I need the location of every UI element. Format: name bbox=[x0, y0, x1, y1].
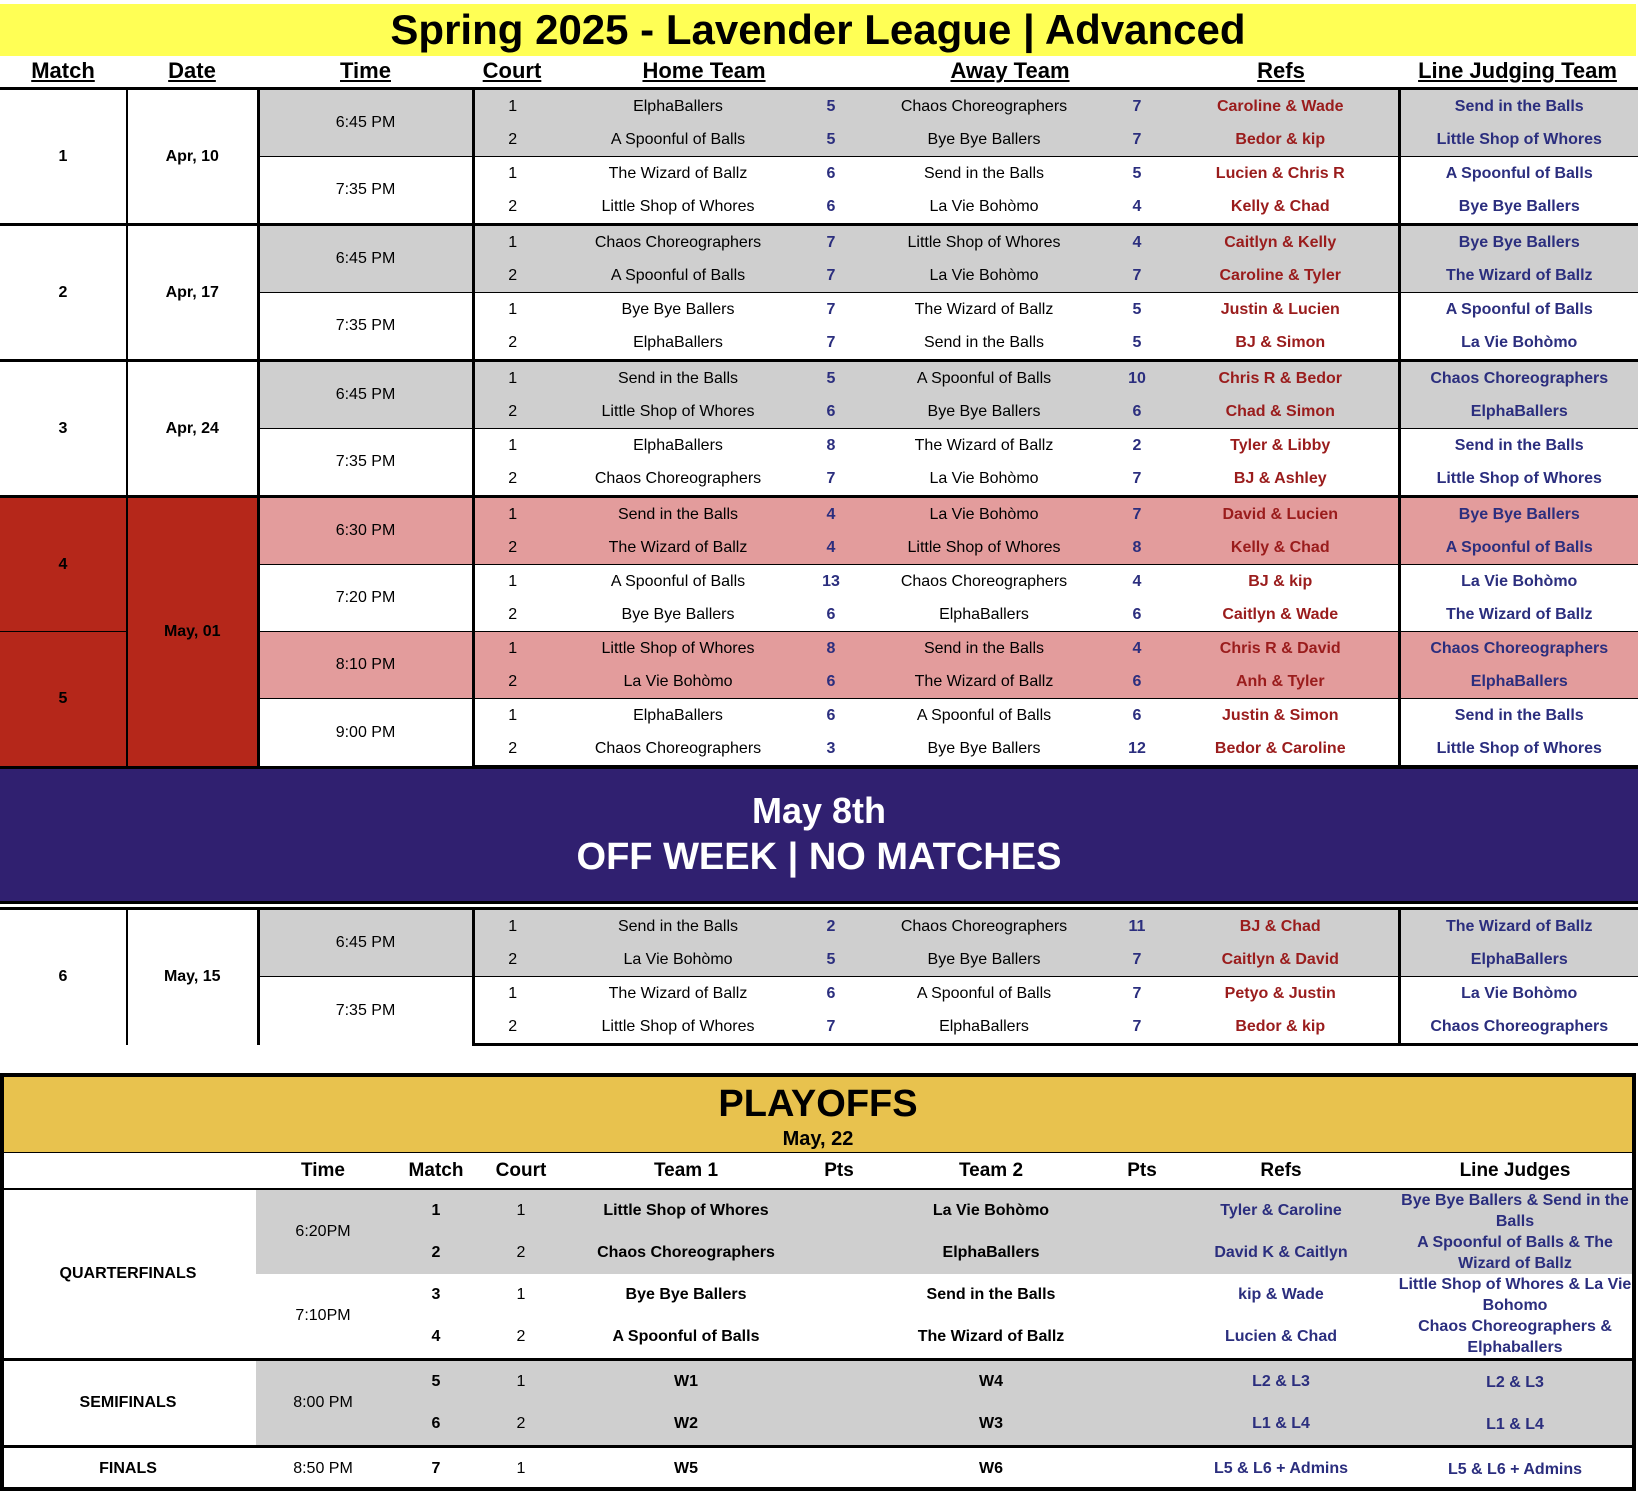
away-score: 6 bbox=[1111, 699, 1163, 733]
playoffs-table bbox=[0, 1153, 1636, 1490]
court-number: 1 bbox=[473, 497, 551, 532]
playoff-team2: The Wizard of Ballz bbox=[917, 1328, 1065, 1345]
away-score: 12 bbox=[1111, 732, 1163, 767]
playoff-stage: FINALS bbox=[0, 1447, 256, 1491]
refs: BJ & Ashley bbox=[1163, 462, 1399, 497]
playoff-refs: Tyler & Caroline bbox=[1168, 1189, 1394, 1232]
home-score: 7 bbox=[805, 259, 857, 293]
away-score: 7 bbox=[1132, 469, 1142, 487]
away-score: 7 bbox=[1111, 943, 1163, 977]
playoff-row bbox=[0, 1360, 1636, 1404]
away-team: Little Shop of Whores bbox=[857, 531, 1111, 565]
refs: BJ & Simon bbox=[1163, 326, 1399, 361]
playoff-pts1 bbox=[812, 1189, 866, 1232]
court-number: 2 bbox=[473, 943, 551, 977]
match-number: 5 bbox=[0, 632, 127, 767]
away-score: 7 bbox=[1111, 123, 1163, 157]
line-judging-team: The Wizard of Ballz bbox=[1399, 909, 1638, 944]
home-score: 6 bbox=[805, 977, 857, 1011]
match-date: May, 01 bbox=[127, 497, 258, 767]
home-score: 7 bbox=[826, 469, 836, 487]
away-team: The Wizard of Ballz bbox=[857, 293, 1111, 327]
time-slot: 6:45 PM bbox=[258, 909, 473, 977]
away-score: 4 bbox=[1111, 225, 1163, 260]
playoff-team1: Chaos Choreographers bbox=[560, 1232, 812, 1274]
home-team: Little Shop of Whores bbox=[551, 632, 805, 666]
playoff-time: 6:20PM bbox=[256, 1189, 390, 1274]
home-team: A Spoonful of Balls bbox=[551, 259, 805, 293]
playoff-court: 1 bbox=[482, 1189, 560, 1232]
playoff-court: 1 bbox=[482, 1447, 560, 1491]
away-team: Chaos Choreographers bbox=[857, 89, 1111, 124]
header-line-judging-team: Line Judging Team bbox=[1418, 58, 1617, 83]
playoff-pts1 bbox=[812, 1316, 866, 1360]
home-team: Chaos Choreographers bbox=[551, 225, 805, 260]
refs: Chad & Simon bbox=[1163, 395, 1399, 429]
away-team: Send in the Balls bbox=[923, 333, 1045, 351]
away-team: ElphaBallers bbox=[857, 1010, 1111, 1045]
home-score: 5 bbox=[805, 361, 857, 396]
refs: Caitlyn & Wade bbox=[1163, 598, 1399, 632]
home-score: 8 bbox=[805, 632, 857, 666]
sheet-title bbox=[0, 4, 1636, 56]
home-team: Bye Bye Ballers bbox=[551, 293, 805, 327]
court-number: 2 bbox=[473, 1010, 551, 1045]
time-slot: 6:45 PM bbox=[258, 89, 473, 157]
home-team: Chaos Choreographers bbox=[551, 732, 805, 767]
playoff-team2: W6 bbox=[866, 1447, 1116, 1491]
time-slot: 8:10 PM bbox=[258, 632, 473, 699]
court-number: 1 bbox=[473, 565, 551, 599]
playoff-match-number: 7 bbox=[390, 1447, 482, 1491]
playoff-line-judges: Bye Bye Ballers & Send in the Balls bbox=[1394, 1189, 1636, 1232]
playoff-pts1 bbox=[812, 1232, 866, 1274]
home-team: ElphaBallers bbox=[551, 89, 805, 124]
away-score: 6 bbox=[1111, 395, 1163, 429]
playoff-line-judges: L1 & L4 bbox=[1394, 1403, 1636, 1447]
refs: Tyler & Libby bbox=[1163, 429, 1399, 463]
court-number: 1 bbox=[473, 293, 551, 327]
header-home-team: Home Team bbox=[642, 58, 766, 83]
court-number: 1 bbox=[473, 429, 551, 463]
home-score: 6 bbox=[826, 197, 836, 215]
playoff-court: 2 bbox=[516, 1328, 526, 1345]
playoff-line-judges: L2 & L3 bbox=[1394, 1360, 1636, 1404]
time-slot: 6:45 PM bbox=[258, 225, 473, 293]
schedule-table bbox=[0, 87, 1638, 768]
line-judging-team: Little Shop of Whores bbox=[1399, 732, 1638, 767]
away-team: A Spoonful of Balls bbox=[857, 977, 1111, 1011]
time-slot: 7:35 PM bbox=[258, 977, 473, 1045]
playoffs-date: May, 22 bbox=[782, 1128, 854, 1150]
refs: BJ & kip bbox=[1163, 565, 1399, 599]
schedule-row bbox=[0, 361, 1638, 396]
time-slot: 7:20 PM bbox=[258, 565, 473, 632]
line-judging-team: ElphaBallers bbox=[1399, 943, 1638, 977]
playoff-pts2 bbox=[1116, 1360, 1168, 1404]
playoff-pts2 bbox=[1116, 1232, 1168, 1274]
playoff-line-judges: A Spoonful of Balls & The Wizard of Ballz bbox=[1394, 1232, 1636, 1274]
time-slot: 7:35 PM bbox=[258, 157, 473, 225]
playoff-pts1 bbox=[812, 1447, 866, 1491]
home-team: Send in the Balls bbox=[551, 361, 805, 396]
playoff-team2: La Vie Bohòmo bbox=[866, 1189, 1116, 1232]
header-away-team: Away Team bbox=[950, 58, 1070, 83]
playoff-match-number: 4 bbox=[431, 1328, 441, 1345]
po-header-court: Court bbox=[482, 1153, 560, 1189]
match-number: 6 bbox=[0, 909, 127, 1045]
off-week-date: May 8th bbox=[751, 790, 887, 831]
away-score: 4 bbox=[1132, 197, 1142, 215]
home-team: La Vie Bohòmo bbox=[551, 943, 805, 977]
po-header-team1: Team 1 bbox=[560, 1153, 812, 1189]
home-score: 8 bbox=[805, 429, 857, 463]
home-team: Little Shop of Whores bbox=[551, 1010, 805, 1045]
header-time: Time bbox=[340, 58, 391, 83]
away-score: 5 bbox=[1111, 157, 1163, 191]
refs: Justin & Simon bbox=[1163, 699, 1399, 733]
time-slot: 9:00 PM bbox=[258, 699, 473, 767]
po-header-line-judges: Line Judges bbox=[1394, 1153, 1636, 1189]
line-judging-team: Send in the Balls bbox=[1399, 699, 1638, 733]
match-date: May, 15 bbox=[127, 909, 258, 1045]
playoff-team1: W2 bbox=[560, 1403, 812, 1447]
court-number: 1 bbox=[473, 157, 551, 191]
playoff-pts2 bbox=[1116, 1274, 1168, 1316]
playoff-court: 1 bbox=[482, 1360, 560, 1404]
playoff-pts2 bbox=[1116, 1189, 1168, 1232]
line-judging-team: La Vie Bohòmo bbox=[1399, 977, 1638, 1011]
schedule-row bbox=[0, 225, 1638, 260]
playoff-stage: QUARTERFINALS bbox=[59, 1265, 197, 1282]
refs: Lucien & Chris R bbox=[1163, 157, 1399, 191]
line-judging-team: Bye Bye Ballers bbox=[1399, 225, 1638, 260]
away-team: Send in the Balls bbox=[857, 157, 1111, 191]
away-team: ElphaBallers bbox=[939, 605, 1029, 623]
refs: Caitlyn & Kelly bbox=[1163, 225, 1399, 260]
line-judging-team: Bye Bye Ballers bbox=[1399, 497, 1638, 532]
time-slot: 6:30 PM bbox=[258, 497, 473, 565]
match-date: Apr, 24 bbox=[127, 361, 258, 497]
time-slot: 6:45 PM bbox=[258, 361, 473, 429]
playoff-row bbox=[0, 1447, 1636, 1491]
po-header-team2: Team 2 bbox=[866, 1153, 1116, 1189]
refs: Chris R & Bedor bbox=[1163, 361, 1399, 396]
away-team: Bye Bye Ballers bbox=[857, 943, 1111, 977]
home-score: 6 bbox=[805, 157, 857, 191]
off-week-text: OFF WEEK | NO MATCHES bbox=[576, 836, 1062, 878]
away-score: 7 bbox=[1111, 977, 1163, 1011]
playoff-refs: L1 & L4 bbox=[1168, 1403, 1394, 1447]
header-date: Date bbox=[168, 58, 216, 83]
playoff-match-number: 2 bbox=[390, 1232, 482, 1274]
header-match: Match bbox=[31, 58, 95, 83]
po-header-pts2: Pts bbox=[1116, 1153, 1168, 1189]
line-judging-team: Chaos Choreographers bbox=[1399, 1010, 1638, 1045]
playoff-line-judges: Chaos Choreographers & Elphaballers bbox=[1418, 1318, 1612, 1356]
refs: Bedor & kip bbox=[1163, 123, 1399, 157]
playoff-row bbox=[0, 1189, 1636, 1232]
away-score: 6 bbox=[1111, 665, 1163, 699]
home-team: ElphaBallers bbox=[551, 429, 805, 463]
home-team: The Wizard of Ballz bbox=[551, 977, 805, 1011]
away-team: The Wizard of Ballz bbox=[857, 429, 1111, 463]
refs: Chris R & David bbox=[1163, 632, 1399, 666]
match-number: 3 bbox=[0, 361, 127, 497]
court-number: 2 bbox=[473, 259, 551, 293]
playoff-pts1 bbox=[812, 1274, 866, 1316]
court-number: 1 bbox=[473, 909, 551, 944]
line-judging-team: La Vie Bohòmo bbox=[1399, 565, 1638, 599]
home-score: 4 bbox=[805, 497, 857, 532]
home-team: Little Shop of Whores bbox=[601, 197, 755, 215]
home-team: A Spoonful of Balls bbox=[551, 123, 805, 157]
court-number: 1 bbox=[473, 632, 551, 666]
playoff-stage: SEMIFINALS bbox=[0, 1360, 256, 1447]
playoff-match-number: 5 bbox=[390, 1360, 482, 1404]
playoff-refs: L5 & L6 + Admins bbox=[1168, 1447, 1394, 1491]
schedule-row bbox=[0, 89, 1638, 124]
home-score: 7 bbox=[805, 1010, 857, 1045]
playoff-line-judges: L5 & L6 + Admins bbox=[1394, 1447, 1636, 1491]
home-team: ElphaBallers bbox=[633, 333, 723, 351]
away-team: Little Shop of Whores bbox=[857, 225, 1111, 260]
court-number: 2 bbox=[508, 469, 518, 487]
line-judging-team: Bye Bye Ballers bbox=[1399, 190, 1638, 225]
playoff-pts2 bbox=[1116, 1403, 1168, 1447]
away-score: 4 bbox=[1111, 632, 1163, 666]
po-header-time: Time bbox=[256, 1153, 390, 1189]
refs: David & Lucien bbox=[1163, 497, 1399, 532]
playoff-refs: L2 & L3 bbox=[1168, 1360, 1394, 1404]
court-number: 1 bbox=[473, 225, 551, 260]
playoff-team1: Little Shop of Whores bbox=[560, 1189, 812, 1232]
away-score: 7 bbox=[1111, 497, 1163, 532]
court-number: 1 bbox=[473, 89, 551, 124]
playoff-pts2 bbox=[1116, 1447, 1168, 1491]
line-judging-team: Little Shop of Whores bbox=[1399, 462, 1638, 497]
home-team: A Spoonful of Balls bbox=[551, 565, 805, 599]
time-slot: 7:35 PM bbox=[258, 293, 473, 361]
home-score: 5 bbox=[805, 89, 857, 124]
home-score: 7 bbox=[805, 293, 857, 327]
match-number: 2 bbox=[0, 225, 127, 361]
schedule-row bbox=[0, 909, 1638, 944]
court-number: 2 bbox=[508, 333, 518, 351]
line-judging-team: Send in the Balls bbox=[1399, 89, 1638, 124]
playoffs-header bbox=[0, 1073, 1636, 1153]
away-team: Bye Bye Ballers bbox=[857, 395, 1111, 429]
refs: Bedor & kip bbox=[1163, 1010, 1399, 1045]
away-team: Bye Bye Ballers bbox=[857, 123, 1111, 157]
line-judging-team: Send in the Balls bbox=[1399, 429, 1638, 463]
playoff-time: 7:10PM bbox=[295, 1307, 351, 1324]
court-number: 1 bbox=[473, 699, 551, 733]
match-date: Apr, 10 bbox=[127, 89, 258, 225]
away-score: 11 bbox=[1111, 909, 1163, 944]
away-score: 2 bbox=[1111, 429, 1163, 463]
playoffs-title: PLAYOFFS bbox=[718, 1083, 918, 1125]
playoff-refs: David K & Caitlyn bbox=[1168, 1232, 1394, 1274]
line-judging-team: ElphaBallers bbox=[1399, 665, 1638, 699]
home-team: Bye Bye Ballers bbox=[621, 605, 735, 623]
away-team: Send in the Balls bbox=[857, 632, 1111, 666]
home-team: Chaos Choreographers bbox=[594, 469, 762, 487]
refs: Bedor & Caroline bbox=[1163, 732, 1399, 767]
away-team: La Vie Bohòmo bbox=[929, 197, 1039, 215]
line-judging-team: The Wizard of Ballz bbox=[1399, 259, 1638, 293]
court-number: 1 bbox=[473, 361, 551, 396]
away-team: A Spoonful of Balls bbox=[857, 699, 1111, 733]
away-team: Bye Bye Ballers bbox=[857, 732, 1111, 767]
court-number: 2 bbox=[473, 665, 551, 699]
time-slot: 7:35 PM bbox=[258, 429, 473, 497]
line-judging-team: A Spoonful of Balls bbox=[1399, 531, 1638, 565]
away-team: La Vie Bohòmo bbox=[857, 259, 1111, 293]
playoff-team2: Send in the Balls bbox=[926, 1286, 1056, 1303]
home-score: 3 bbox=[805, 732, 857, 767]
playoff-pts1 bbox=[812, 1360, 866, 1404]
line-judging-team: La Vie Bohòmo bbox=[1399, 326, 1638, 361]
away-team: The Wizard of Ballz bbox=[857, 665, 1111, 699]
away-score: 5 bbox=[1132, 333, 1142, 351]
match-date: Apr, 17 bbox=[127, 225, 258, 361]
home-score: 13 bbox=[805, 565, 857, 599]
po-header-pts1: Pts bbox=[812, 1153, 866, 1189]
playoff-team2: ElphaBallers bbox=[866, 1232, 1116, 1274]
away-team: La Vie Bohòmo bbox=[929, 469, 1039, 487]
line-judging-team: A Spoonful of Balls bbox=[1399, 293, 1638, 327]
refs: Caitlyn & David bbox=[1163, 943, 1399, 977]
playoff-pts1 bbox=[812, 1403, 866, 1447]
court-number: 2 bbox=[473, 531, 551, 565]
home-team: Little Shop of Whores bbox=[551, 395, 805, 429]
line-judging-team: ElphaBallers bbox=[1399, 395, 1638, 429]
refs: Kelly & Chad bbox=[1163, 190, 1399, 225]
away-score: 10 bbox=[1111, 361, 1163, 396]
away-score: 7 bbox=[1111, 259, 1163, 293]
playoff-time: 8:50 PM bbox=[256, 1447, 390, 1491]
home-score: 2 bbox=[805, 909, 857, 944]
refs: Petyo & Justin bbox=[1163, 977, 1399, 1011]
away-team: Chaos Choreographers bbox=[857, 909, 1111, 944]
away-score: 7 bbox=[1111, 89, 1163, 124]
playoff-team1: A Spoonful of Balls bbox=[612, 1328, 760, 1345]
playoff-team1: W5 bbox=[560, 1447, 812, 1491]
home-team: Send in the Balls bbox=[551, 909, 805, 944]
schedule-row bbox=[0, 497, 1638, 532]
home-team: The Wizard of Ballz bbox=[551, 157, 805, 191]
away-team: A Spoonful of Balls bbox=[857, 361, 1111, 396]
playoff-refs: Lucien & Chad bbox=[1224, 1328, 1337, 1345]
home-score: 6 bbox=[826, 605, 836, 623]
away-score: 7 bbox=[1111, 1010, 1163, 1045]
home-score: 6 bbox=[805, 699, 857, 733]
away-score: 8 bbox=[1111, 531, 1163, 565]
match-number: 4 bbox=[0, 497, 127, 632]
playoff-refs: kip & Wade bbox=[1238, 1286, 1324, 1303]
off-week-banner bbox=[0, 766, 1638, 904]
away-team: La Vie Bohòmo bbox=[857, 497, 1111, 532]
playoff-match-number: 1 bbox=[390, 1189, 482, 1232]
home-score: 6 bbox=[805, 665, 857, 699]
playoff-court: 2 bbox=[482, 1232, 560, 1274]
playoff-match-number: 6 bbox=[390, 1403, 482, 1447]
home-score: 6 bbox=[805, 395, 857, 429]
home-score: 5 bbox=[805, 123, 857, 157]
home-team: The Wizard of Ballz bbox=[551, 531, 805, 565]
court-number: 2 bbox=[473, 123, 551, 157]
home-score: 4 bbox=[805, 531, 857, 565]
home-team: Send in the Balls bbox=[551, 497, 805, 532]
playoff-line-judges: Little Shop of Whores & La Vie Bohomo bbox=[1398, 1276, 1632, 1314]
line-judging-team: Chaos Choreographers bbox=[1399, 361, 1638, 396]
playoff-team2: W3 bbox=[866, 1403, 1116, 1447]
home-score: 5 bbox=[805, 943, 857, 977]
home-score: 7 bbox=[826, 333, 836, 351]
playoff-time: 8:00 PM bbox=[256, 1360, 390, 1447]
away-score: 6 bbox=[1132, 605, 1142, 623]
court-number: 2 bbox=[508, 605, 518, 623]
playoff-match-number: 3 bbox=[431, 1286, 441, 1303]
court-number: 1 bbox=[473, 977, 551, 1011]
refs: Caroline & Tyler bbox=[1163, 259, 1399, 293]
playoff-pts2 bbox=[1116, 1316, 1168, 1360]
po-header-match: Match bbox=[390, 1153, 482, 1189]
line-judging-team: A Spoonful of Balls bbox=[1399, 157, 1638, 191]
court-number: 2 bbox=[508, 197, 518, 215]
refs: Kelly & Chad bbox=[1163, 531, 1399, 565]
refs: Justin & Lucien bbox=[1163, 293, 1399, 327]
refs: Anh & Tyler bbox=[1163, 665, 1399, 699]
line-judging-team: Little Shop of Whores bbox=[1399, 123, 1638, 157]
playoff-team1: W1 bbox=[560, 1360, 812, 1404]
po-header-blank bbox=[0, 1153, 256, 1189]
header-court: Court bbox=[482, 58, 542, 83]
playoff-court: 2 bbox=[482, 1403, 560, 1447]
refs: Caroline & Wade bbox=[1163, 89, 1399, 124]
playoff-team1: Bye Bye Ballers bbox=[625, 1286, 747, 1303]
court-number: 2 bbox=[473, 395, 551, 429]
home-team: La Vie Bohòmo bbox=[551, 665, 805, 699]
playoff-team2: W4 bbox=[866, 1360, 1116, 1404]
line-judging-team: The Wizard of Ballz bbox=[1399, 598, 1638, 632]
title-text: Spring 2025 - Lavender League | Advanced bbox=[390, 6, 1246, 53]
home-team: ElphaBallers bbox=[551, 699, 805, 733]
header-refs: Refs bbox=[1257, 58, 1305, 83]
line-judging-team: Chaos Choreographers bbox=[1399, 632, 1638, 666]
po-header-refs: Refs bbox=[1168, 1153, 1394, 1189]
schedule-table-week6 bbox=[0, 907, 1638, 1046]
court-number: 2 bbox=[473, 732, 551, 767]
away-score: 4 bbox=[1111, 565, 1163, 599]
refs: BJ & Chad bbox=[1163, 909, 1399, 944]
home-score: 7 bbox=[805, 225, 857, 260]
playoff-court: 1 bbox=[516, 1286, 526, 1303]
away-score: 5 bbox=[1111, 293, 1163, 327]
match-number: 1 bbox=[0, 89, 127, 225]
away-team: Chaos Choreographers bbox=[857, 565, 1111, 599]
